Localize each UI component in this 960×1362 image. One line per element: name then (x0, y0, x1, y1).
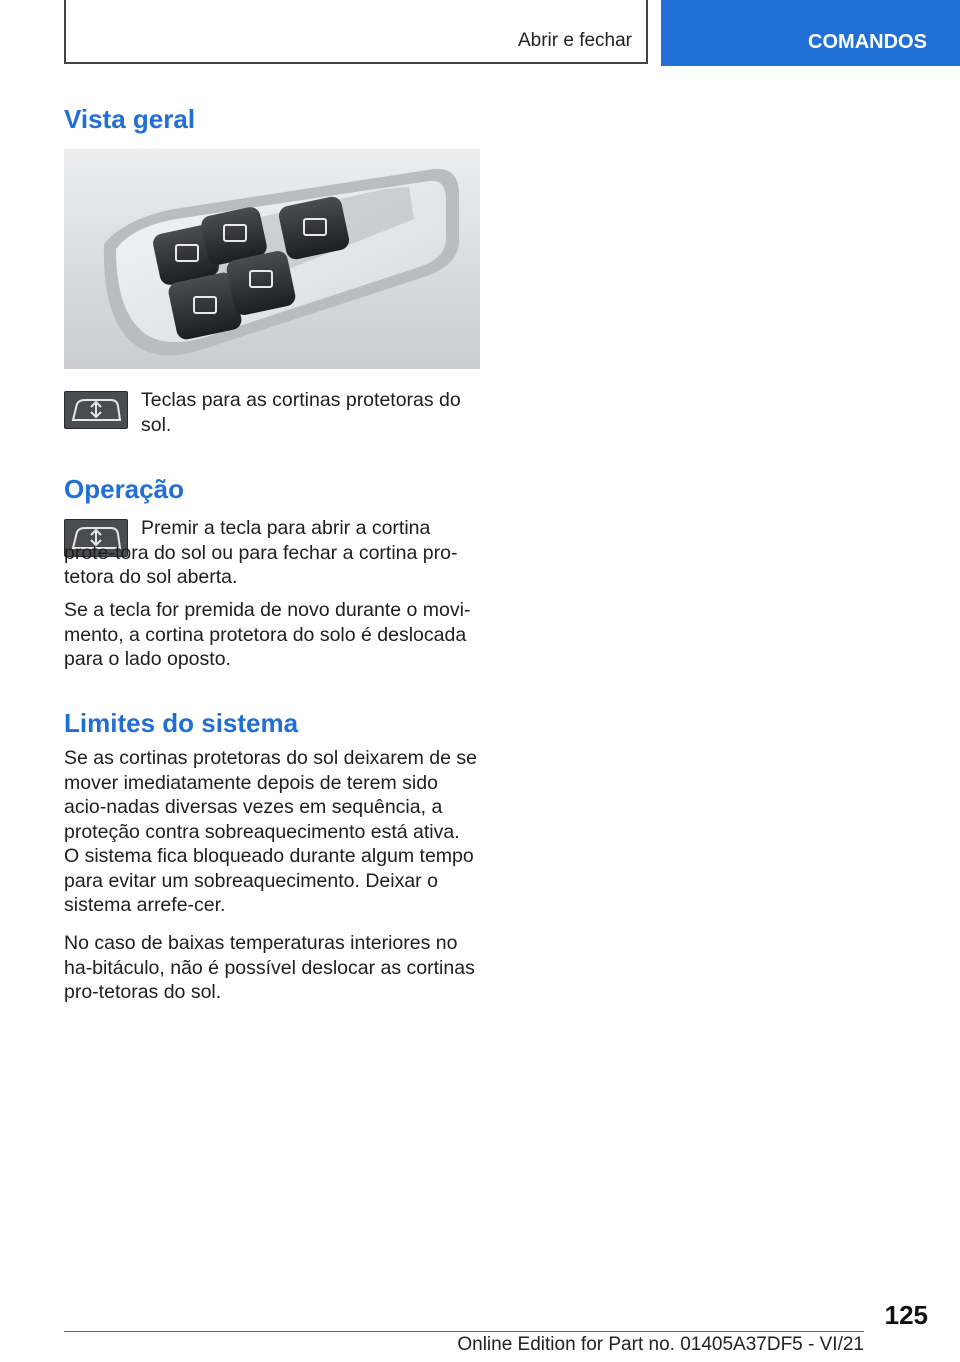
header-section-box (64, 0, 648, 64)
section-title-limits: Limites do sistema (64, 708, 299, 738)
section-title-overview: Vista geral (64, 104, 196, 134)
photo-caption: Teclas para as cortinas protetoras do sol. (141, 389, 461, 436)
limits-paragraph-2: No caso de baixas temperaturas interiores no ha-bitáculo, não é possível deslocar as cortinas pro-tetoras do sol. (64, 932, 475, 1003)
sunblind-button-icon (64, 391, 128, 429)
footer-edition: Online Edition for Part no. 01405A37DF5 - VI/21 (457, 1334, 864, 1355)
operation-paragraph-2: Se a tecla for premida de novo durante o movi-mento, a cortina protetora do solo é deslocada para o lado oposto. (64, 599, 471, 670)
sunblind-button-symbol-icon (65, 392, 127, 428)
page-number: 125 (884, 1300, 928, 1330)
window-switch-panel-illustration (64, 149, 480, 369)
operation-paragraph-1: Premir a tecla para abrir a cortina prote-tora do sol ou para fechar a cortina pro-tetora do sol aberta. (64, 517, 458, 588)
window-switch-photo (64, 149, 480, 369)
header-section-title: Abrir e fechar (517, 30, 632, 51)
footer-divider (64, 1331, 864, 1332)
header-chapter-tab[interactable] (661, 0, 960, 66)
section-title-operation: Operação (64, 474, 184, 504)
limits-paragraph-1: Se as cortinas protetoras do sol deixarem de se mover imediatamente depois de terem sido acio-nadas diversas vezes em sequência, a proteção contra sobreaquecimento está ativa. O sistema fica bloqueado durante algum tempo para evitar um sobreaquecimento. Deixar o sistema arrefe-cer. (64, 747, 477, 916)
header-chapter-label: COMANDOS (808, 30, 927, 53)
